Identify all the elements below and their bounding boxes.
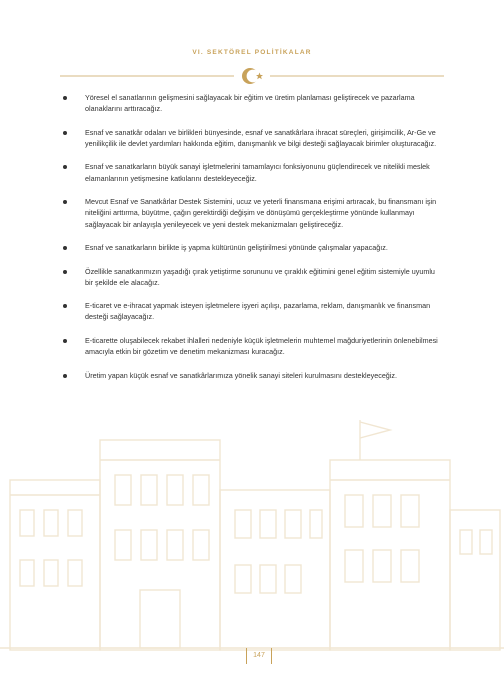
list-item: Üretim yapan küçük esnaf ve sanatkârlarımıza yönelik sanayi siteleri kurulmasını destekleyeceğiz.: [60, 370, 444, 381]
list-item: Esnaf ve sanatkarların birlikte iş yapma kültürünün geliştirilmesi yönünde çalışmalar yapacağız.: [60, 242, 444, 253]
list-item: E-ticarette oluşabilecek rekabet ihlalleri nedeniyle küçük işletmelerin muhtemel mağduriyetlerinin önlenebilmesi amacıyla etkin bir gözetim ve denetim mekanizması kuracağız.: [60, 335, 444, 357]
policy-bullet-list: [60, 92, 444, 393]
crescent-star-icon: [60, 64, 444, 88]
list-item: Özellikle sanatkarımızın yaşadığı çırak yetiştirme sorununu ve çıraklık eğitimini genel eğitim sistemiyle uyumlu bir şekilde ele alacağız.: [60, 266, 444, 288]
page-number: 147: [246, 648, 272, 664]
list-item: Esnaf ve sanatkarların büyük sanayi işletmelerini tamamlayıcı fonksiyonunu güçlendirecek ve nitelikli meslek elamanlarının yetişmesine katkılarını destekleyeceğiz.: [60, 161, 444, 183]
list-item: Esnaf ve sanatkâr odaları ve birlikleri bünyesinde, esnaf ve sanatkârlara ihracat süreçleri, girişimcilik, Ar-Ge ve yenilikçilik ile devlet yardımları hakkında eğitim, danışmanlık ve bilgi desteği sağlayacak birimler oluşturacağız.: [60, 127, 444, 149]
list-item: E-ticaret ve e-ihracat yapmak isteyen işletmelere işyeri açılışı, pazarlama, reklam, danışmanlık ve finansman desteği sağlayacağız.: [60, 300, 444, 322]
section-title: VI. SEKTÖREL POLİTİKALAR: [192, 49, 312, 56]
list-item: Yöresel el sanatlarının gelişmesini sağlayacak bir eğitim ve üretim planlaması geliştirecek ve pazarlama olanaklarını arttıracağız.: [60, 92, 444, 114]
building-watermark-illustration: [0, 420, 504, 660]
list-item: Mevcut Esnaf ve Sanatkârlar Destek Sistemini, ucuz ve yeterli finansmana erişimi artıracak, bu finansmanı işin niteliğini arttırma, büyütme, çağın gerektirdiği değişim ve dönüşümü gerçekleştirme yönünde kullanmayı sağlayacak bir anlayışla yenileyecek ve yeni destek mekanizmaları geliştireceğiz.: [60, 196, 444, 230]
